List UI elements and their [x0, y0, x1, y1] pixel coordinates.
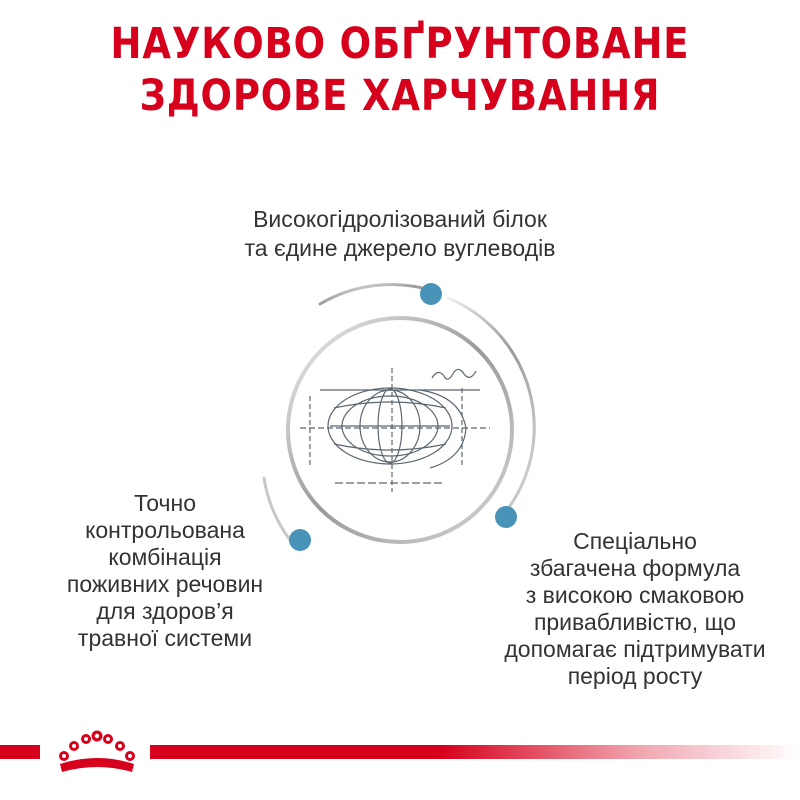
feature-protein-line: Високогідролізований білок	[253, 206, 547, 232]
inner-ring	[288, 318, 512, 542]
feature-formula-line: з високою смаковою	[525, 582, 745, 608]
title-line-2: ЗДОРОВЕ ХАРЧУВАННЯ	[139, 71, 661, 121]
page-title	[56, 18, 744, 122]
feature-formula-line: допомагає підтримувати	[504, 636, 766, 662]
outer-ring-arc	[448, 298, 534, 506]
feature-formula-line: привабливістю, що	[533, 609, 737, 635]
title-line-1: НАУКОВО ОБҐРУНТОВАНЕ	[110, 19, 690, 69]
feature-dot-top	[420, 283, 442, 305]
feature-dot-right	[495, 506, 517, 528]
feature-nutrients-line: комбінація	[108, 544, 222, 570]
feature-protein	[200, 205, 600, 263]
kibble-sketch-icon	[300, 368, 490, 492]
feature-protein-line: та єдине джерело вуглеводів	[244, 235, 556, 261]
feature-dot-left	[289, 529, 311, 551]
feature-formula-line: збагачена формула	[529, 555, 741, 581]
feature-formula-line: період росту	[567, 663, 703, 689]
feature-nutrients-line: для здоров’я	[96, 598, 234, 624]
feature-nutrients-line: травної системи	[77, 625, 253, 651]
kibble-diagram	[250, 278, 550, 578]
feature-formula-line: Спеціально	[573, 528, 697, 554]
outer-ring-arc	[320, 285, 430, 304]
outer-ring-arc	[264, 478, 290, 540]
royal-canin-crown-logo	[52, 722, 142, 782]
feature-nutrients-line: поживних речовин	[66, 571, 264, 597]
feature-nutrients-line: контрольована	[85, 517, 245, 543]
feature-nutrients-line: Точно	[133, 490, 196, 516]
